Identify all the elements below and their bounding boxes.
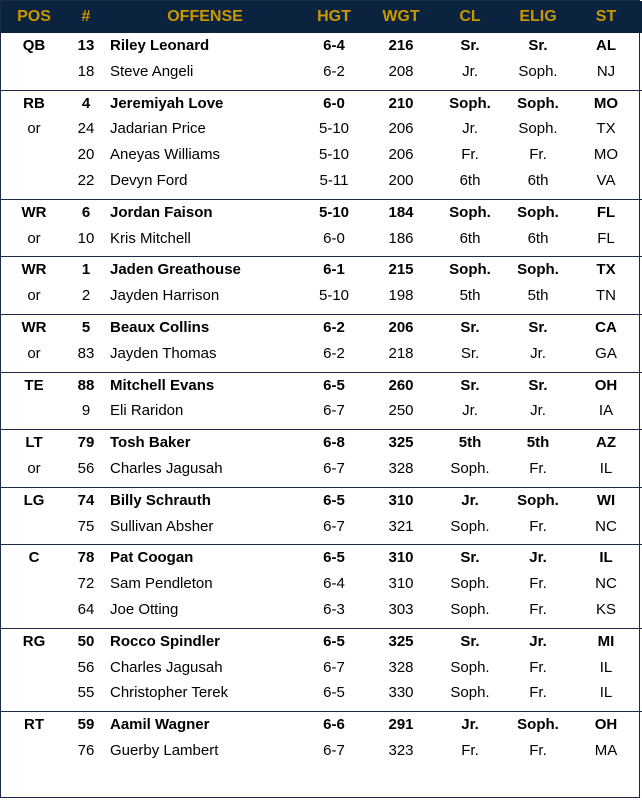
eligibility-cell: 6th [527,171,549,189]
position-cell: or [27,120,41,138]
jersey-number-cell: 9 [81,402,91,420]
height-cell: 6-2 [323,62,345,80]
eligibility-cell: Jr. [529,632,547,650]
table-row [1,341,642,367]
class-cell: Jr. [462,402,478,420]
state-cell: WI [596,491,616,509]
weight-cell: 328 [388,658,414,676]
jersey-number-cell: 20 [77,146,95,164]
weight-cell: 218 [388,344,414,362]
eligibility-cell: Soph. [517,716,559,734]
eligibility-cell: Soph. [518,62,558,80]
position-cell [1,738,67,764]
position-cell [1,59,67,85]
position-cell [1,168,67,194]
player-name-cell: Jayden Harrison [110,287,220,305]
jersey-number-cell: 6 [81,203,91,221]
height-cell: 6-4 [323,575,345,593]
position-group [1,712,642,769]
player-name-cell: Christopher Terek [110,684,229,702]
class-cell: Soph. [450,517,490,535]
position-cell [1,680,67,706]
jersey-number-cell: 72 [77,575,95,593]
player-name-cell: Eli Raridon [110,402,184,420]
position-cell: RB [23,94,45,112]
height-cell: 6-3 [323,600,345,618]
eligibility-cell: Jr. [529,549,547,567]
eligibility-cell: 6th [527,229,549,247]
weight-cell: 325 [388,632,414,650]
jersey-number-cell: 18 [77,62,95,80]
player-name-cell: Mitchell Evans [110,376,215,394]
position-cell [1,597,67,623]
height-cell: 6-5 [323,632,345,650]
position-cell: or [27,344,41,362]
class-cell: Soph. [450,459,490,477]
position-group [1,33,642,91]
state-cell: MI [597,632,615,650]
class-cell: 5th [459,287,481,305]
weight-cell: 216 [388,37,414,54]
weight-cell: 310 [388,491,414,509]
height-cell: 6-5 [323,376,345,394]
player-name-cell: Jaden Greathouse [110,261,241,279]
header-state: ST [595,8,617,25]
height-cell: 6-5 [323,549,345,567]
height-cell: 6-5 [323,491,345,509]
position-cell: or [27,287,41,305]
state-cell: CA [595,318,617,336]
eligibility-cell: Jr. [530,402,546,420]
player-name-cell: Jadarian Price [110,120,206,138]
player-name-cell: Riley Leonard [110,37,210,54]
table-row [1,373,642,399]
height-cell: 6-6 [323,716,345,734]
header-height: HGT [317,8,351,25]
height-cell: 6-7 [323,741,345,759]
table-row [1,116,642,142]
height-cell: 6-0 [323,229,345,247]
jersey-number-cell: 75 [77,517,95,535]
player-name-cell: Aneyas Williams [110,146,221,164]
jersey-number-cell: 88 [77,376,95,394]
class-cell: Jr. [461,716,479,734]
eligibility-cell: Fr. [529,600,547,618]
eligibility-cell: Sr. [528,376,548,394]
jersey-number-cell: 13 [77,37,95,54]
header-offense: OFFENSE [167,8,243,25]
jersey-number-cell: 4 [81,94,91,112]
weight-cell: 200 [388,171,414,189]
position-cell: WR [21,261,47,279]
position-cell: TE [24,376,44,394]
state-cell: IL [599,658,613,676]
height-cell: 6-7 [323,658,345,676]
position-cell: QB [22,37,46,54]
jersey-number-cell: 78 [77,549,95,567]
state-cell: FL [596,203,616,221]
table-row [1,315,642,341]
table-row [1,91,642,117]
state-cell: TX [596,261,616,279]
player-name-cell: Rocco Spindler [110,632,221,650]
position-cell: RG [22,632,46,650]
weight-cell: 206 [388,318,414,336]
state-cell: FL [597,229,615,247]
state-cell: GA [595,344,617,362]
state-cell: MO [593,146,619,164]
eligibility-cell: Soph. [517,491,559,509]
position-group [1,545,642,628]
height-cell: 6-8 [323,434,345,452]
height-cell: 5-11 [319,171,349,189]
class-cell: Soph. [450,575,490,593]
header-weight: WGT [382,8,420,25]
position-cell: or [27,229,41,247]
jersey-number-cell: 56 [77,658,95,676]
player-name-cell: Steve Angeli [110,62,194,80]
weight-cell: 206 [388,146,414,164]
player-name-cell: Pat Coogan [110,549,194,567]
jersey-number-cell: 1 [81,261,91,279]
jersey-number-cell: 59 [77,716,95,734]
weight-cell: 184 [388,203,414,221]
position-cell: C [28,549,40,567]
height-cell: 5-10 [318,287,350,305]
class-cell: Jr. [462,120,478,138]
player-name-cell: Jordan Faison [110,203,213,221]
class-cell: Sr. [460,549,480,567]
position-cell [1,571,67,597]
table-row [1,200,642,226]
player-name-cell: Sam Pendleton [110,575,213,593]
weight-cell: 323 [388,741,414,759]
state-cell: NC [595,517,617,535]
weight-cell: 186 [388,229,414,247]
weight-cell: 303 [388,600,414,618]
position-cell: WR [21,318,47,336]
eligibility-cell: Fr. [529,741,547,759]
eligibility-cell: Fr. [529,459,547,477]
height-cell: 6-4 [323,37,345,54]
player-name-cell: Charles Jagusah [110,459,223,477]
table-row [1,514,642,540]
state-cell: OH [594,376,618,394]
class-cell: Fr. [461,741,479,759]
jersey-number-cell: 5 [81,318,91,336]
position-cell: RT [24,716,44,734]
jersey-number-cell: 56 [77,459,95,477]
eligibility-cell: Fr. [529,575,547,593]
table-row [1,59,642,85]
class-cell: Jr. [461,491,479,509]
player-name-cell: Charles Jagusah [110,658,223,676]
table-row [1,142,642,168]
header-number: # [81,8,91,25]
state-cell: TN [596,287,616,305]
jersey-number-cell: 55 [77,684,95,702]
player-name-cell: Jayden Thomas [110,344,217,362]
player-name-cell: Devyn Ford [110,171,188,189]
eligibility-cell: Soph. [518,120,558,138]
height-cell: 5-10 [318,146,350,164]
eligibility-cell: Fr. [529,684,547,702]
weight-cell: 206 [388,120,414,138]
jersey-number-cell: 50 [77,632,95,650]
player-name-cell: Beaux Collins [110,318,210,336]
eligibility-cell: Fr. [529,517,547,535]
state-cell: MO [593,94,619,112]
eligibility-cell: Jr. [530,344,546,362]
state-cell: KS [595,600,616,618]
weight-cell: 210 [388,94,414,112]
class-cell: 5th [458,434,482,452]
state-cell: TX [596,120,616,138]
weight-cell: 321 [388,517,414,535]
table-header [1,1,642,33]
position-cell [1,655,67,681]
class-cell: 6th [459,229,481,247]
table-row [1,629,642,655]
table-row [1,283,642,309]
weight-cell: 215 [388,261,414,279]
table-row [1,226,642,252]
state-cell: NC [595,575,617,593]
position-cell: LT [25,434,43,452]
header-eligibility: ELIG [519,8,557,25]
table-row [1,33,642,59]
player-name-cell: Aamil Wagner [110,716,210,734]
state-cell: MA [594,741,618,759]
eligibility-cell: 5th [527,287,549,305]
height-cell: 5-10 [318,203,350,221]
class-cell: Soph. [449,94,491,112]
jersey-number-cell: 2 [81,287,91,305]
position-group [1,488,642,546]
header-pos: POS [17,8,51,25]
state-cell: IL [599,459,613,477]
weight-cell: 330 [388,684,414,702]
position-group [1,430,642,488]
eligibility-cell: Sr. [528,37,548,54]
header-class: CL [459,8,481,25]
jersey-number-cell: 74 [77,491,95,509]
class-cell: Soph. [449,203,491,221]
jersey-number-cell: 79 [77,434,95,452]
table-row [1,571,642,597]
class-cell: Jr. [462,62,478,80]
position-cell: LG [23,491,45,509]
class-cell: Sr. [460,344,480,362]
table-row [1,597,642,623]
weight-cell: 291 [388,716,414,734]
position-group [1,200,642,258]
state-cell: IL [599,684,613,702]
height-cell: 6-7 [323,517,345,535]
weight-cell: 198 [388,287,414,305]
class-cell: Soph. [450,600,490,618]
state-cell: NJ [596,62,616,80]
jersey-number-cell: 83 [77,344,95,362]
eligibility-cell: Sr. [528,318,548,336]
table-row [1,680,642,706]
player-name-cell: Tosh Baker [110,434,191,452]
position-group [1,91,642,200]
position-group [1,373,642,431]
height-cell: 6-5 [323,684,345,702]
state-cell: AL [596,37,616,54]
height-cell: 6-1 [323,261,345,279]
eligibility-cell: Soph. [517,261,559,279]
class-cell: 6th [459,171,481,189]
eligibility-cell: Fr. [529,658,547,676]
position-group [1,629,642,712]
jersey-number-cell: 22 [77,171,95,189]
class-cell: Sr. [460,632,480,650]
table-row [1,655,642,681]
class-cell: Fr. [461,146,479,164]
table-row [1,712,642,738]
table-body [1,33,642,769]
weight-cell: 260 [388,376,414,394]
eligibility-cell: Soph. [517,203,559,221]
jersey-number-cell: 76 [77,741,95,759]
jersey-number-cell: 24 [77,120,95,138]
player-name-cell: Jeremiyah Love [110,94,224,112]
eligibility-cell: Soph. [517,94,559,112]
height-cell: 6-7 [323,459,345,477]
position-group [1,315,642,373]
weight-cell: 310 [388,549,414,567]
position-cell: WR [21,203,47,221]
jersey-number-cell: 64 [77,600,95,618]
class-cell: Sr. [460,37,480,54]
height-cell: 6-2 [323,344,345,362]
position-cell [1,398,67,424]
player-name-cell: Guerby Lambert [110,741,219,759]
height-cell: 6-7 [323,402,345,420]
player-name-cell: Joe Otting [110,600,179,618]
table-row [1,488,642,514]
player-name-cell: Billy Schrauth [110,491,211,509]
table-row [1,430,642,456]
table-row [1,456,642,482]
class-cell: Soph. [450,684,490,702]
position-cell [1,142,67,168]
player-name-cell: Sullivan Absher [110,517,214,535]
table-row [1,738,642,764]
table-row [1,257,642,283]
table-row [1,398,642,424]
weight-cell: 208 [388,62,414,80]
class-cell: Sr. [460,318,480,336]
state-cell: VA [596,171,616,189]
position-group [1,257,642,315]
height-cell: 5-10 [318,120,350,138]
class-cell: Soph. [450,658,490,676]
table-row [1,545,642,571]
weight-cell: 325 [388,434,414,452]
eligibility-cell: 5th [526,434,550,452]
height-cell: 6-2 [323,318,345,336]
class-cell: Sr. [460,376,480,394]
player-name-cell: Kris Mitchell [110,229,191,247]
state-cell: IL [599,549,613,567]
state-cell: AZ [596,434,616,452]
jersey-number-cell: 10 [77,229,95,247]
eligibility-cell: Fr. [529,146,547,164]
height-cell: 6-0 [323,94,345,112]
table-row [1,168,642,194]
state-cell: OH [594,716,618,734]
weight-cell: 250 [388,402,414,420]
state-cell: IA [598,402,614,420]
position-cell [1,514,67,540]
position-cell: or [27,459,41,477]
weight-cell: 310 [388,575,414,593]
class-cell: Soph. [449,261,491,279]
weight-cell: 328 [388,459,414,477]
